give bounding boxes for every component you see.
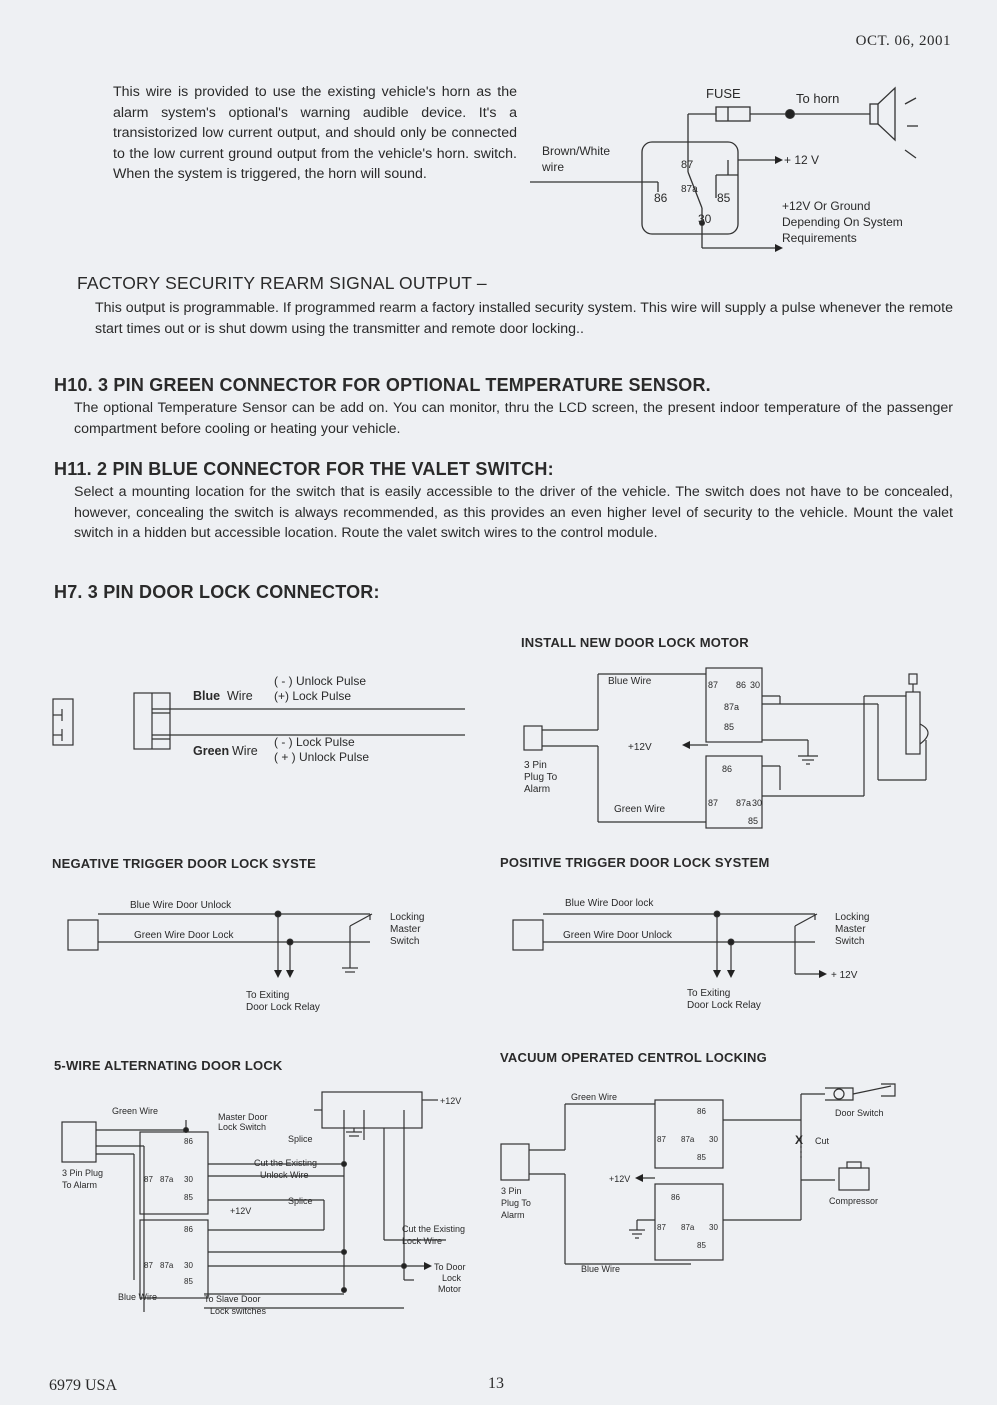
vacuum-r2-30: 30 [709,1223,718,1232]
five-wire-master-2: Lock Switch [218,1122,267,1132]
pin-30: 30 [698,212,712,226]
vacuum-plug-2: Plug To [501,1198,531,1208]
five-wire-r2-30: 30 [184,1261,193,1270]
motor-relay2-85: 85 [748,816,759,826]
negative-green-label: Green Wire Door Lock [134,930,234,941]
negative-switch-1: Locking [390,912,425,923]
positive-switch-2: Master [835,924,866,935]
vacuum-blue: Blue Wire [581,1264,621,1274]
plus-12v-label: + 12 V [784,153,820,167]
motor-relay2-87: 87 [708,798,719,808]
relay-note-2: Depending On System [782,215,903,229]
motor-plug-1: 3 Pin [524,760,547,771]
motor-blue-wire: Blue Wire [608,676,652,687]
five-wire-r1-30: 30 [184,1175,193,1184]
vacuum-r2-87: 87 [657,1223,666,1232]
five-wire-r2-87: 87 [144,1261,153,1270]
five-wire-plug-2: To Alarm [62,1180,98,1190]
motor-relay2-86: 86 [722,764,733,774]
vacuum-plug-1: 3 Pin [501,1186,522,1196]
install-motor-title: INSTALL NEW DOOR LOCK MOTOR [521,635,749,650]
wire-junction [786,110,795,119]
motor-relay2-87a: 87a [736,798,752,808]
motor-green-wire: Green Wire [614,804,666,815]
blue-lock-pulse: (+) Lock Pulse [274,689,352,703]
five-wire-blue: Blue Wire [118,1292,158,1302]
vacuum-door-switch: Door Switch [835,1108,884,1118]
positive-plus12v: + 12V [831,970,858,981]
positive-trigger-diagram [505,890,905,1020]
h10-text: The optional Temperature Sensor can be add on. You can monitor, thru the LCD screen, the present indoor temperature of the passenger compartment before cooling or heating your vehicle. [74,400,953,437]
negative-relay-2: Door Lock Relay [246,1002,320,1013]
positive-blue-label: Blue Wire Door lock [565,898,654,909]
vacuum-diagram [495,1080,915,1290]
green-wire-label: Green [193,744,230,758]
h11-title: H11. 2 PIN BLUE CONNECTOR FOR THE VALET SWITCH: [54,459,554,479]
negative-switch-3: Switch [390,936,420,947]
positive-switch-3: Switch [835,936,865,947]
door-lock-connector-diagram [48,665,473,775]
five-wire-master-1: Master Door [218,1112,268,1122]
five-wire-green: Green Wire [112,1106,159,1116]
vacuum-plus12v: +12V [609,1174,631,1184]
relay-note-3: Requirements [782,231,857,245]
five-wire-r2-86: 86 [184,1225,193,1234]
five-wire-cut-2: Unlock Wire [260,1170,309,1180]
negative-trigger-title: NEGATIVE TRIGGER DOOR LOCK SYSTE [52,856,317,871]
vacuum-cut-mark: X [795,1133,804,1147]
vacuum-r1-87: 87 [657,1135,666,1144]
vacuum-compressor: Compressor [829,1196,879,1206]
five-wire-splice-1: Splice [288,1134,313,1144]
motor-relay1-85: 85 [724,722,735,732]
footer-model: 6979 USA [49,1377,118,1394]
vacuum-title: VACUUM OPERATED CENTROL LOCKING [500,1050,767,1065]
motor-relay1-30: 30 [750,680,761,690]
positive-relay-2: Door Lock Relay [687,1000,761,1011]
pin-86: 86 [654,191,668,205]
vacuum-r1-86: 86 [697,1107,706,1116]
vacuum-cut: Cut [815,1136,830,1146]
rearm-title: FACTORY SECURITY REARM SIGNAL OUTPUT – [77,273,487,293]
green-wire-suffix: Wire [232,744,258,758]
vacuum-r2-87a: 87a [681,1223,695,1232]
document-date: OCT. 06, 2001 [855,33,951,49]
five-wire-r1-86: 86 [184,1137,193,1146]
pin-87a: 87a [681,184,698,195]
negative-trigger-diagram [60,890,460,1020]
motor-relay1-87: 87 [708,680,719,690]
five-wire-diagram [54,1080,494,1330]
five-wire-r1-87a: 87a [160,1175,174,1184]
vacuum-r2-85: 85 [697,1241,706,1250]
green-lock-pulse: ( - ) Lock Pulse [274,735,355,749]
motor-plug-3: Alarm [524,784,551,795]
positive-relay-1: To Exiting [687,988,731,999]
motor-relay1-87a: 87a [724,702,740,712]
five-wire-cut-lock-2: Lock Wire [402,1236,443,1246]
brown-white-wire-label: Brown/White [542,144,611,158]
blue-wire-label: Blue [193,689,221,703]
five-wire-plug-1: 3 Pin Plug [62,1168,104,1178]
positive-trigger-title: POSITIVE TRIGGER DOOR LOCK SYSTEM [500,855,770,870]
five-wire-cut-lock-1: Cut the Existing [402,1224,466,1234]
vacuum-r2-86: 86 [671,1193,680,1202]
five-wire-title: 5-WIRE ALTERNATING DOOR LOCK [54,1058,283,1073]
five-wire-cut-1: Cut the Existing [254,1158,318,1168]
motor-relay1-86: 86 [736,680,747,690]
fuse-symbol [716,107,750,121]
vacuum-r1-30: 30 [709,1135,718,1144]
negative-switch-2: Master [390,924,421,935]
horn-description: This wire is provided to use the existing vehicle's horn as the alarm system's optional's warning audible device. It's a transistorized low current output, and should only be connected to the low current ground output from the vehicle's horn. switch. When the system is triggered, the horn will sound. [113,84,517,182]
five-wire-r2-87a: 87a [160,1261,174,1270]
h10-title: H10. 3 PIN GREEN CONNECTOR FOR OPTIONAL TEMPERATURE SENSOR. [54,375,711,395]
horn-relay-diagram [530,80,970,260]
five-wire-splice-2: Splice [288,1196,313,1206]
five-wire-r2-85: 85 [184,1277,193,1286]
green-unlock-pulse: ( + ) Unlock Pulse [274,750,370,764]
vacuum-green: Green Wire [571,1092,618,1102]
vacuum-r1-85: 85 [697,1153,706,1162]
five-wire-slave-2: Lock switches [210,1306,267,1316]
vacuum-plug-3: Alarm [501,1210,525,1220]
to-horn-label: To horn [796,91,840,106]
motor-relay2-30: 30 [752,798,763,808]
five-wire-plus12v: +12V [230,1206,252,1216]
blue-wire-suffix: Wire [227,689,253,703]
five-wire-r1-85: 85 [184,1193,193,1202]
relay-note-1: +12V Or Ground [782,199,871,213]
negative-blue-label: Blue Wire Door Unlock [130,900,232,911]
page-number: 13 [488,1375,504,1392]
blue-unlock-pulse: ( - ) Unlock Pulse [274,674,367,688]
fuse-label: FUSE [706,86,741,101]
five-wire-master-12v: +12V [440,1096,462,1106]
five-wire-r1-87: 87 [144,1175,153,1184]
vacuum-r1-87a: 87a [681,1135,695,1144]
install-motor-diagram [518,660,958,835]
negative-relay-1: To Exiting [246,990,290,1001]
brown-white-wire-label-2: wire [542,160,565,174]
five-wire-motor-2: Lock [442,1273,462,1283]
positive-green-label: Green Wire Door Unlock [563,930,672,941]
motor-plus12v: +12V [628,742,652,753]
positive-switch-1: Locking [835,912,870,923]
five-wire-slave-1: To Slave Door [204,1294,261,1304]
pin-85: 85 [717,191,731,205]
h11-text: Select a mounting location for the switch that is easily accessible to the driver of the vehicle. The switch does not have to be concealed, however, concealing the switch is always recommended, as this provides an even higher level of security to the vehicle. Mount the valet switch in a hidden but accessible location. Route the valet switch wires to the control module. [74,484,953,541]
motor-plug-2: Plug To [524,772,558,783]
pin-87: 87 [681,159,694,171]
rearm-text: This output is programmable. If programmed rearm a factory installed security system. This wire will supply a pulse whenever the remote start times out or is shut dowm using the transmitter and remote door locking.. [95,300,953,337]
h7-title: H7. 3 PIN DOOR LOCK CONNECTOR: [54,582,380,602]
five-wire-motor-3: Motor [438,1284,462,1294]
five-wire-motor-1: To Door [434,1262,466,1272]
